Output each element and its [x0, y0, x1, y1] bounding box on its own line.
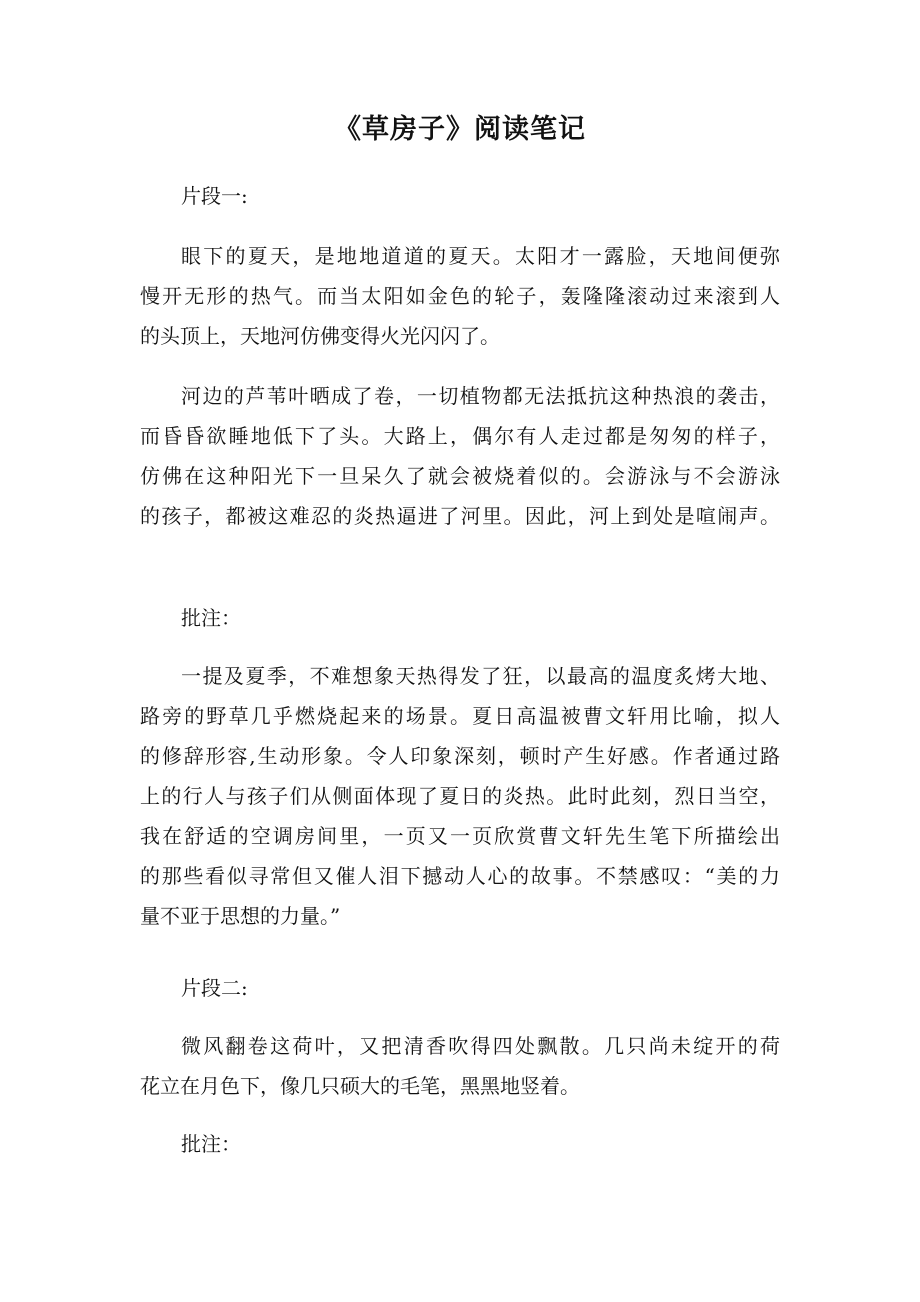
section-heading: 片段二:: [181, 976, 248, 1000]
section-heading: 批注：: [181, 1132, 241, 1156]
text-line: 的那些看似寻常但又催人泪下撼动人心的故事。不禁感叹：“美的力: [140, 864, 780, 888]
section-heading: 批注：: [181, 606, 241, 630]
section-heading: 片段一:: [181, 184, 248, 208]
text-line: 河边的芦苇叶晒成了卷，一切植物都无法抵抗这种热浪的袭击，: [181, 384, 780, 408]
text-line: 的孩子，都被这难忍的炎热逼进了河里。因此，河上到处是喧闹声。: [140, 504, 780, 528]
section-2-paragraph-1: [140, 656, 780, 936]
section-3-paragraph-1: [140, 1026, 780, 1106]
document-title: 《草房子》阅读笔记: [334, 114, 586, 145]
text-line: 路旁的野草几乎燃烧起来的场景。夏日高温被曹文轩用比喻，拟人: [140, 704, 780, 728]
text-line: 花立在月色下，像几只硕大的毛笔，黑黑地竖着。: [140, 1074, 580, 1098]
text-line: 慢开无形的热气。而当太阳如金色的轮子，轰隆隆滚动过来滚到人: [140, 284, 780, 308]
section-2-heading: [140, 598, 780, 638]
text-line: 的修辞形容,生动形象。令人印象深刻，顿时产生好感。作者通过路: [140, 744, 780, 768]
section-1-heading: [140, 176, 780, 216]
section-4-heading: [140, 1124, 780, 1164]
section-3-heading: [140, 968, 780, 1008]
text-line: 而昏昏欲睡地低下了头。大路上，偶尔有人走过都是匆匆的样子，: [140, 424, 780, 448]
text-line: 的头顶上，天地河仿佛变得火光闪闪了。: [140, 324, 500, 348]
text-line: 眼下的夏天，是地地道道的夏天。太阳才一露脸，天地间便弥: [181, 244, 780, 268]
text-line: 仿佛在这种阳光下一旦呆久了就会被烧着似的。会游泳与不会游泳: [140, 464, 780, 488]
section-1-paragraph-1: [140, 236, 780, 356]
text-line: 量不亚于思想的力量。”: [140, 904, 341, 928]
text-line: 一提及夏季，不难想象天热得发了狂，以最高的温度炙烤大地、: [181, 664, 780, 688]
text-line: 我在舒适的空调房间里，一页又一页欣赏曹文轩先生笔下所描绘出: [140, 824, 780, 848]
text-line: 上的行人与孩子们从侧面体现了夏日的炎热。此时此刻，烈日当空，: [140, 784, 780, 808]
section-1-paragraph-2: [140, 376, 780, 536]
text-line: 微风翻卷这荷叶，又把清香吹得四处飘散。几只尚未绽开的荷: [181, 1034, 780, 1058]
